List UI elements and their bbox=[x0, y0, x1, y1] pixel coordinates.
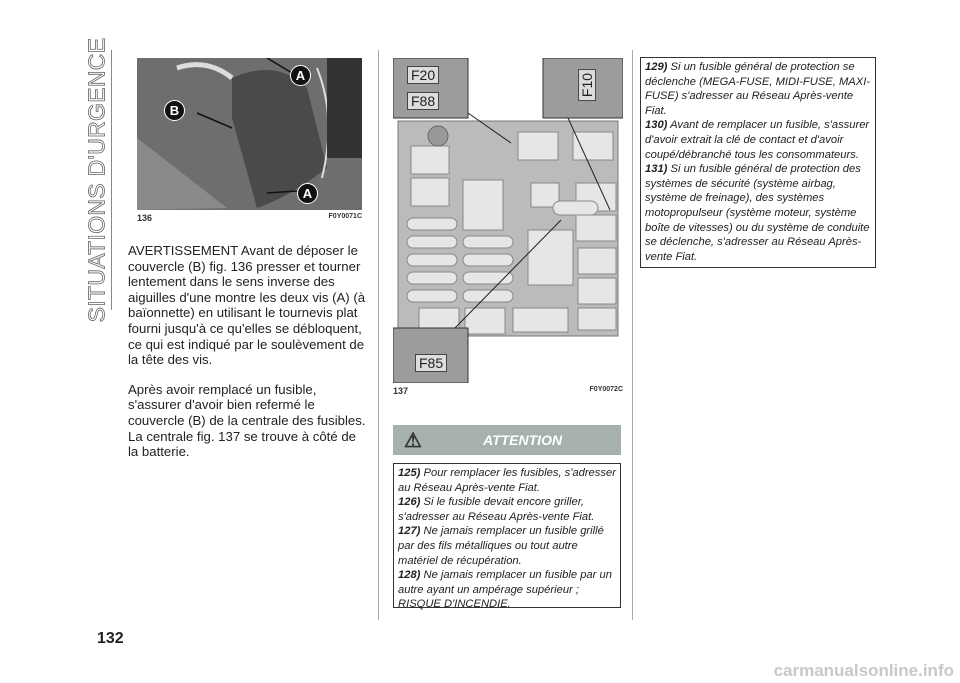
warning-item bbox=[398, 495, 616, 524]
body-text bbox=[128, 243, 368, 474]
item-text: Ne jamais remplacer un fusible par un autre ayant un ampérage supérieur ; RISQUE D'INCENDIE. bbox=[398, 569, 612, 611]
note-item bbox=[645, 162, 871, 264]
item-number: 126) bbox=[398, 496, 421, 509]
figure-137-caption bbox=[393, 386, 623, 396]
item-text: Pour remplacer les fusibles, s'adresser au Réseau Après-vente Fiat. bbox=[398, 467, 616, 494]
section-title bbox=[83, 37, 110, 323]
item-text: Si un fusible général de protection se déclenche (MEGA-FUSE, MIDI-FUSE, MAXI-FUSE) s'adresser au Réseau Après-vente Fiat. bbox=[645, 61, 871, 117]
paragraph: Après avoir remplacé un fusible, s'assurer d'avoir bien refermé le couvercle (B) de la centrale des fusibles. La centrale fig. 137 se trouve à côté de la batterie. bbox=[128, 381, 366, 460]
fuse-label-f10: F10 bbox=[578, 69, 596, 101]
attention-box bbox=[393, 463, 621, 611]
item-text: Si le fusible devait encore griller, s'adresser au Réseau Après-vente Fiat. bbox=[398, 496, 595, 523]
item-number: 128) bbox=[398, 569, 421, 582]
fuse-label-f85: F85 bbox=[415, 354, 447, 372]
item-number: 129) bbox=[645, 61, 668, 73]
attention-header bbox=[393, 425, 621, 455]
figure-136-caption bbox=[137, 213, 362, 223]
column-divider bbox=[632, 50, 633, 620]
callout-a: A bbox=[297, 183, 318, 204]
column-divider bbox=[378, 50, 379, 620]
figure-number: 137 bbox=[393, 386, 409, 396]
warning-item bbox=[398, 524, 616, 568]
figure-code: F0Y0071C bbox=[328, 213, 362, 220]
notes-box bbox=[640, 57, 876, 268]
note-item bbox=[645, 60, 871, 118]
fuse-label-f88: F88 bbox=[407, 92, 439, 110]
callout-b: B bbox=[164, 100, 185, 121]
figure-137-fusebox bbox=[393, 58, 623, 383]
figure-number: 136 bbox=[137, 213, 153, 223]
page-number: 132 bbox=[97, 630, 124, 647]
callout-a: A bbox=[290, 65, 311, 86]
item-text: Avant de remplacer un fusible, s'assurer d'avoir extrait la clé de contact et d'avoir coupé/débranché tous les consommateurs. bbox=[645, 119, 870, 161]
warning-icon: ⚠ bbox=[404, 429, 422, 452]
item-number: 127) bbox=[398, 525, 421, 538]
item-number: 125) bbox=[398, 467, 421, 479]
attention-title: ATTENTION bbox=[483, 432, 563, 448]
section-title-text: SITUATIONS D'URGENCE bbox=[83, 37, 110, 323]
figure-code: F0Y0072C bbox=[589, 386, 623, 393]
side-divider bbox=[111, 50, 112, 310]
item-text: Ne jamais remplacer un fusible grillé par des fils métalliques ou tout autre matériel de récupération. bbox=[398, 525, 604, 567]
warning-item bbox=[398, 568, 616, 612]
item-number: 130) bbox=[645, 119, 668, 132]
note-item bbox=[645, 118, 871, 162]
engine-cover-illustration bbox=[137, 58, 362, 210]
fuse-label-f20: F20 bbox=[407, 66, 439, 84]
item-text: Si un fusible général de protection des systèmes de sécurité (système airbag, système de freinage), des systèmes motopropulseur (système moteur, système boîte de vitesses) ou du système de conduite se déclenche, s'adresser au Réseau Après-vente Fiat. bbox=[645, 163, 870, 263]
paragraph: AVERTISSEMENT Avant de déposer le couvercle (B) fig. 136 presser et tourner lentement dans le sens inverse des aiguilles d'une montre les deux vis (A) (à baïonnette) en utilisant le tournevis plat fourni jusqu'à ce qu'elles se débloquent, ce qui est indiqué par le soulèvement de la tête des vis. bbox=[128, 243, 366, 368]
item-number: 131) bbox=[645, 163, 668, 176]
watermark: carmanualsonline.info bbox=[773, 661, 954, 680]
figure-136-photo bbox=[137, 58, 362, 210]
warning-item bbox=[398, 466, 616, 495]
